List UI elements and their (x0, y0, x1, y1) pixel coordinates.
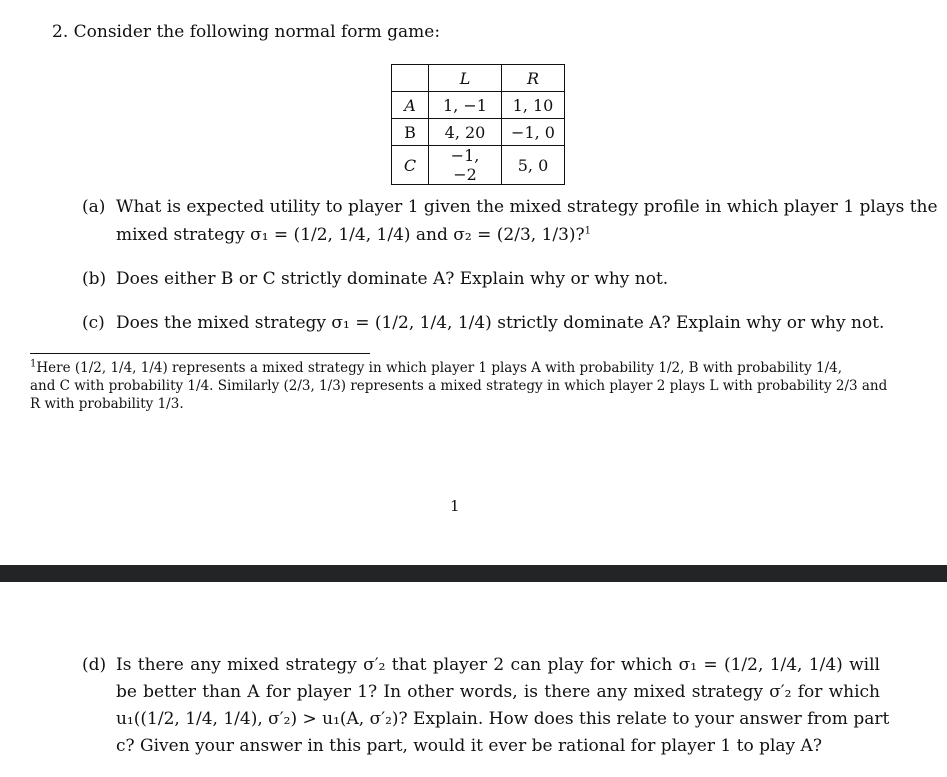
page-divider (0, 565, 947, 582)
part-b (82, 265, 880, 293)
payoff-cell: 1, 10 (502, 92, 565, 119)
row-label-b: B (392, 119, 429, 146)
row-label-c: C (392, 146, 429, 185)
payoff-cell: 1, −1 (429, 92, 502, 119)
column-header-r: R (502, 65, 565, 92)
part-d-line: Is there any mixed strategy σ′₂ that player 2 can play for which σ₁ = (1/2, 1/4, 1/4) will (116, 655, 880, 675)
payoff-cell: 4, 20 (429, 119, 502, 146)
part-d-text (116, 652, 890, 760)
part-d-label: (d) (82, 655, 107, 675)
payoff-cell: −1, 0 (502, 119, 565, 146)
payoff-matrix (391, 64, 565, 185)
table-row (392, 146, 565, 185)
footnote-rule (30, 353, 370, 354)
part-d-line: u₁((1/2, 1/4, 1/4), σ′₂) > u₁(A, σ′₂)? Explain. How does this relate to your answer from part (116, 709, 890, 729)
part-c-label: (c) (82, 313, 105, 333)
row-label-a: A (392, 92, 429, 119)
footnote-line: $^1$Here (1/2, 1/4, 1/4) represents a mixed strategy in which player 1 plays A with probability 1/2, B with probability 1/4, (30, 358, 843, 376)
part-b-text: Does either B or C strictly dominate A? Explain why or why not. (116, 269, 669, 289)
page-number: 1 (450, 497, 460, 515)
part-b-label: (b) (82, 269, 107, 289)
part-d (82, 652, 890, 764)
table-header-row (392, 65, 565, 92)
table-row (392, 92, 565, 119)
column-header-l: L (429, 65, 502, 92)
part-a-label: (a) (82, 197, 106, 217)
part-d-line: c? Given your answer in this part, would it ever be rational for player 1 to play A? (116, 736, 822, 756)
payoff-cell: 5, 0 (502, 146, 565, 185)
part-a-line: mixed strategy σ₁ = (1/2, 1/4, 1/4) and σ₂ = (2/3, 1/3)?$^1$ (116, 225, 592, 245)
page-2 (0, 582, 947, 777)
footnote (30, 358, 888, 413)
footnote-line: and C with probability 1/4. Similarly (2/3, 1/3) represents a mixed strategy in which player 2 plays L with probability 2/3 and (30, 378, 888, 394)
table-corner-cell (392, 65, 429, 92)
part-d-line: be better than A for player 1? In other words, is there any mixed strategy σ′₂ for which (116, 682, 880, 702)
footnote-mark: 1 (30, 358, 37, 370)
question-title: 2. Consider the following normal form game: (52, 22, 441, 42)
part-c-text: Does the mixed strategy σ₁ = (1/2, 1/4, 1/4) strictly dominate A? Explain why or why not. (116, 313, 885, 333)
part-c (82, 309, 885, 337)
payoff-cell: −1, −2 (429, 146, 502, 185)
footnote-line: R with probability 1/3. (30, 396, 184, 412)
part-a (82, 193, 938, 249)
table-row (392, 119, 565, 146)
part-a-line: What is expected utility to player 1 given the mixed strategy profile in which player 1 plays the (116, 197, 938, 217)
part-a-text (116, 193, 938, 249)
footnote-reference[interactable]: 1 (584, 225, 592, 237)
